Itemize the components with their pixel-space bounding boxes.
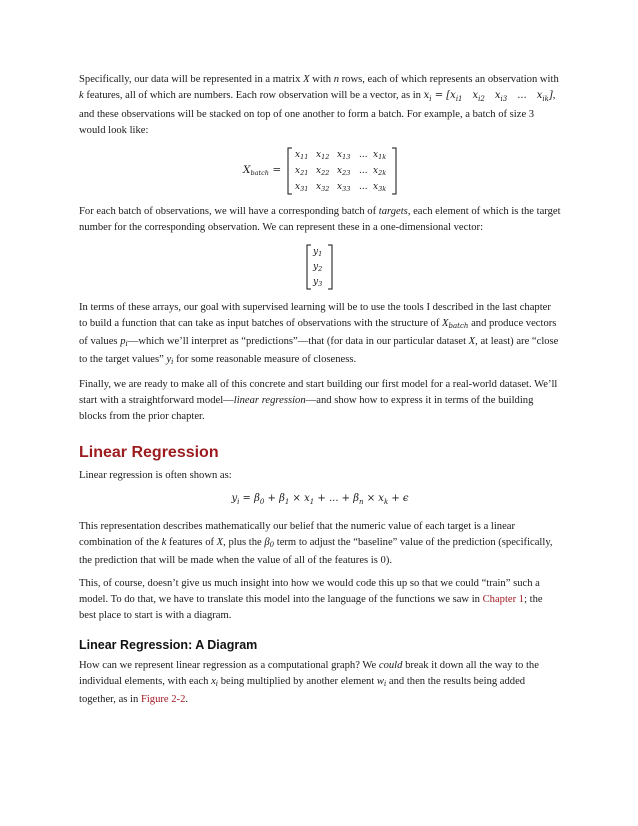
text-run: How can we represent linear regression as a computational graph? We: [79, 660, 379, 671]
matrix-cell: $x_{3k}$: [373, 182, 387, 193]
text-run: —which we’ll interpret as “predictions”—that (for data in our particular dataset: [127, 336, 469, 347]
target-vector: [306, 243, 334, 291]
target-vector-display: [79, 243, 561, 291]
math-subscript: i: [171, 358, 174, 366]
text-run: ; the best place to start is with a diagram.: [79, 594, 543, 621]
text-run: features of: [166, 537, 217, 548]
batch-matrix-display: [79, 146, 561, 196]
text-run: features, all of which are numbers. Each row observation will be a vector, as in: [83, 90, 424, 101]
math-var: y: [166, 354, 172, 365]
matrix-cell: $x_{12}$: [316, 150, 330, 161]
math-subscript: i: [215, 680, 219, 688]
paragraph-translate: [79, 576, 561, 624]
math-var: X: [442, 318, 449, 329]
figure-2-2-link[interactable]: Figure 2-2: [140, 694, 186, 705]
emphasis: targets: [378, 206, 408, 217]
matrix-cell: $x_{23}$: [337, 166, 351, 177]
text-run: , and these observations will be stacked on top of one another to form a batch. For example, a batch of size 3 would look like:: [79, 90, 556, 136]
math-subscript: i: [384, 680, 387, 688]
matrix-cell: $x_{1k}$: [373, 150, 387, 161]
vector-entry: $y_2$: [313, 262, 323, 273]
matrix-cell: $x_{21}$: [295, 166, 309, 177]
vector-entry: $y_1$: [313, 247, 323, 258]
math-var: n: [333, 74, 339, 85]
math-var: X: [468, 336, 476, 347]
text-run: and then the results being added together, as in: [79, 676, 526, 705]
math-subscript: i: [125, 340, 128, 348]
paragraph-supervised-goal: [79, 300, 561, 370]
linear-regression-equation: $y_i = \beta_0 + \beta_1 \times x_1$ + ... + $\beta_n \times x_k + \epsilon$: [231, 493, 409, 506]
matrix-cell: $x_{11}$: [295, 150, 309, 161]
math-var: k: [161, 537, 167, 548]
matrix-cell: ...: [359, 166, 368, 176]
matrix-cell: $x_{13}$: [337, 150, 351, 161]
matrix-cell: $x_{22}$: [316, 166, 330, 177]
text-run: with: [309, 74, 334, 85]
text-run: For each batch of observations, we will have a corresponding batch of: [79, 206, 379, 217]
text-run: , at least) are “close to the target values”: [79, 336, 559, 365]
paragraph-computational-graph: [79, 658, 561, 708]
text-run: and produce vectors of values: [79, 318, 557, 347]
emphasis: could: [378, 660, 403, 671]
math-var: p: [120, 336, 126, 347]
section-heading-linear-regression: Linear Regression: [79, 444, 219, 461]
inline-row-vector: $x_i = [x_{i1}$ $x_{i2}$ $x_{i3}$ ... $x_{ik}$]: [423, 90, 553, 103]
text-run: .: [185, 694, 189, 705]
matrix-cell: $x_{2k}$: [373, 166, 387, 177]
text-run: Finally, we are ready to make all of this concrete and start building our first model for a real-world dataset. We’ll start with a straightforward model—: [79, 379, 558, 406]
equation-display: [79, 491, 561, 511]
text-run: , plus the: [223, 537, 265, 548]
math-var: w: [376, 676, 384, 687]
batch-matrix: [287, 146, 399, 196]
matrix-cell: $x_{33}$: [337, 182, 351, 193]
document-page: [79, 72, 561, 715]
paragraph-targets: [79, 204, 561, 236]
text-run: being multiplied by another element: [218, 676, 377, 687]
text-run: , each element of which is the target number for the corresponding observation. We can represent these in a one-dimensional vector:: [79, 206, 561, 233]
matrix-cell: ...: [359, 150, 368, 160]
math-subscript: 0: [269, 541, 275, 549]
text-run: This representation describes mathematically our belief that the numeric value of each target is a linear combination of the: [79, 521, 516, 548]
math-subscript: batch: [448, 322, 469, 330]
matrix-cell: $x_{32}$: [316, 182, 330, 193]
text-run: break it down all the way to the individual elements, with each: [79, 660, 539, 687]
vector-entry: $y_3$: [313, 277, 323, 288]
text-run: —and show how to express it in terms of the building blocks from the prior chapter.: [79, 395, 534, 422]
math-var: β: [264, 537, 270, 548]
math-var: X: [216, 537, 224, 548]
math-var: k: [79, 90, 84, 101]
chapter-1-link[interactable]: Chapter 1: [482, 594, 525, 605]
paragraph-intro-equation: Linear regression is often shown as:: [79, 470, 232, 481]
text-run: Specifically, our data will be represented in a matrix: [79, 74, 304, 85]
text-run: This, of course, doesn’t give us much insight into how we would code this up so that we could “train” such a model. To do that, we have to translate this model into the language of the functions we saw in: [79, 578, 540, 605]
paragraph-data-matrix: [79, 72, 561, 139]
paragraph-first-model: [79, 377, 561, 425]
text-run: rows, each of which represents an observation with: [338, 74, 559, 85]
matrix-cell: ...: [359, 182, 368, 192]
paragraph-representation: [79, 519, 561, 569]
text-run: term to adjust the “baseline” value of the prediction (specifically, the prediction that will be made when the value of all of the features is 0).: [79, 537, 553, 566]
text-run: for some reasonable measure of closeness.: [173, 354, 357, 365]
text-run: In terms of these arrays, our goal with supervised learning will be to use the tools I described in the last chapter to build a function that can take as input batches of observations with the structure of: [79, 302, 551, 329]
matrix-label: $X_{batch}$ =: [243, 164, 282, 177]
math-var: X: [303, 74, 310, 85]
emphasis: linear regression: [233, 395, 306, 406]
matrix-cell: $x_{31}$: [295, 182, 309, 193]
subsection-heading-diagram: Linear Regression: A Diagram: [79, 638, 258, 652]
math-var: x: [211, 676, 216, 687]
